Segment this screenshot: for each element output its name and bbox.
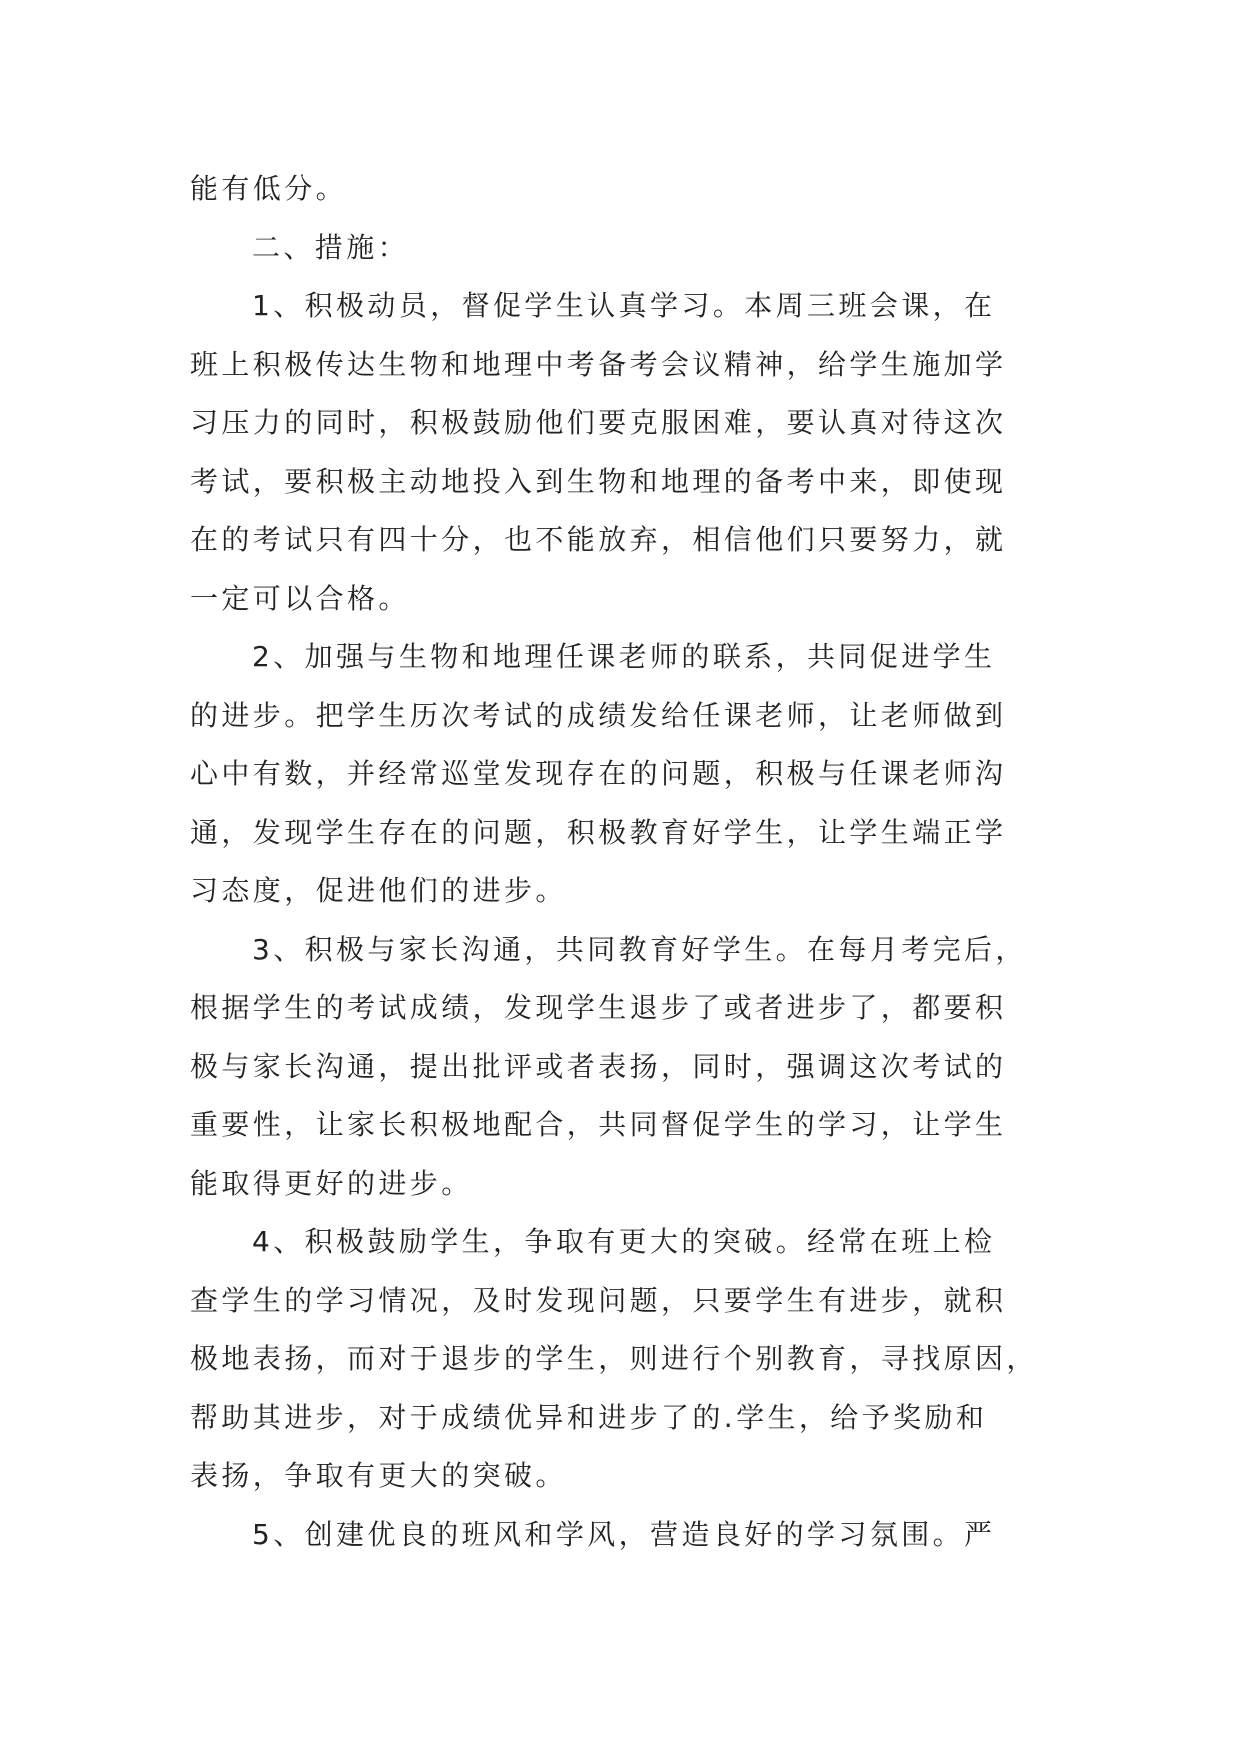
text-line: 心中有数，并经常巡堂发现存在的问题，积极与任课老师沟 [190, 757, 1007, 790]
text-line: 的进步。把学生历次考试的成绩发给任课老师，让老师做到 [190, 698, 1007, 732]
text-line: 帮助其进步，对于成绩优异和进步了的.学生，给予奖励和 [190, 1400, 988, 1434]
text-line: 1、积极动员，督促学生认真学习。本周三班会课，在 [252, 289, 996, 322]
text-line: 重要性，让家长积极地配合，共同督促学生的学习，让学生 [190, 1108, 1007, 1141]
text-line: 2、加强与生物和地理任课老师的联系，共同促进学生 [252, 640, 996, 673]
text-line: 表扬，争取有更大的突破。 [190, 1459, 567, 1492]
text-line: 极与家长沟通，提出批评或者表扬，同时，强调这次考试的 [190, 1049, 1007, 1083]
text-line: 考试，要积极主动地投入到生物和地理的备考中来，即使现 [190, 464, 1007, 498]
text-line: 4、积极鼓励学生，争取有更大的突破。经常在班上检 [252, 1225, 996, 1258]
text-line: 5、创建优良的班风和学风，营造良好的学习氛围。严 [252, 1517, 996, 1551]
text-line: 根据学生的考试成绩，发现学生退步了或者进步了，都要积 [190, 991, 1007, 1024]
document-body [190, 160, 1052, 1564]
section-heading: 二、措施： [252, 230, 410, 264]
text-line: 能取得更好的进步。 [190, 1166, 473, 1200]
text-line: 通，发现学生存在的问题，积极教育好学生，让学生端正学 [190, 815, 1007, 849]
text-line: 能有低分。 [190, 172, 348, 205]
text-line: 在的考试只有四十分，也不能放弃，相信他们只要努力，就 [190, 523, 1007, 556]
text-line: 3、积极与家长沟通，共同教育好学生。在每月考完后， [252, 932, 1027, 966]
text-line: 查学生的学习情况，及时发现问题，只要学生有进步，就积 [190, 1283, 1007, 1317]
text-line: 习压力的同时，积极鼓励他们要克服困难，要认真对待这次 [190, 406, 1007, 439]
text-line: 班上积极传达生物和地理中考备考会议精神，给学生施加学 [190, 347, 1007, 381]
text-line: 习态度，促进他们的进步。 [190, 874, 567, 907]
text-line: 一定可以合格。 [190, 581, 410, 615]
text-line: 极地表扬，而对于退步的学生，则进行个别教育，寻找原因， [190, 1342, 1038, 1375]
